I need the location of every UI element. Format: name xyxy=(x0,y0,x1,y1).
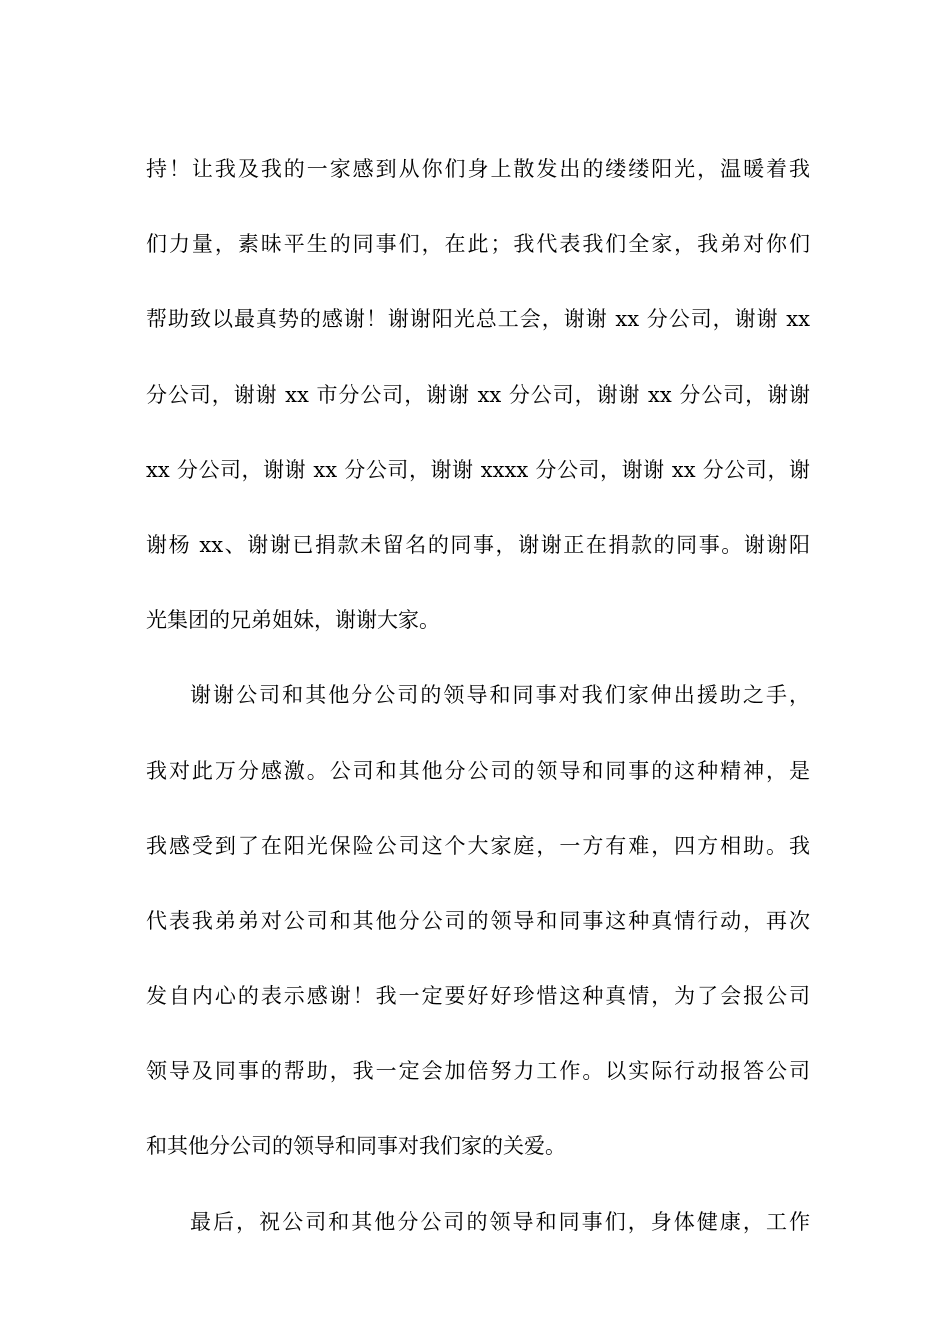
text-line: 我感受到了在阳光保险公司这个大家庭，一方有难，四方相助。我 xyxy=(146,833,810,858)
body-text xyxy=(146,132,810,1260)
text-line: 持！让我及我的一家感到从你们身上散发出的缕缕阳光，温暖着我 xyxy=(146,157,810,181)
text-line: 和其他分公司的领导和同事对我们家的关爱。 xyxy=(146,1134,566,1159)
text-line: 帮助致以最真势的感谢！谢谢阳光总工会，谢谢 xx 分公司，谢谢 xx xyxy=(146,307,810,332)
text-line: 分公司，谢谢 xx 市分公司，谢谢 xx 分公司，谢谢 xx 分公司，谢谢 xyxy=(146,382,810,407)
text-line: 们力量，素昧平生的同事们，在此；我代表我们全家，我弟对你们 xyxy=(146,232,810,257)
text-line: 谢杨 xx、谢谢已捐款未留名的同事，谢谢正在捐款的同事。谢谢阳 xyxy=(146,532,810,557)
text-line: 发自内心的表示感谢！我一定要好好珍惜这种真情，为了会报公司 xyxy=(146,984,810,1009)
text-line: 谢谢公司和其他分公司的领导和同事对我们家伸出援助之手， xyxy=(190,683,810,708)
text-line: 代表我弟弟对公司和其他分公司的领导和同事这种真情行动，再次 xyxy=(146,908,810,933)
text-line: xx 分公司，谢谢 xx 分公司，谢谢 xxxx 分公司，谢谢 xx 分公司，谢 xyxy=(146,457,810,482)
text-line: 最后，祝公司和其他分公司的领导和同事们，身体健康，工作 xyxy=(190,1209,810,1234)
text-line: 我对此万分感激。公司和其他分公司的领导和同事的这种精神，是 xyxy=(146,758,810,783)
text-line: 光集团的兄弟姐妹，谢谢大家。 xyxy=(146,608,440,633)
text-line: 领导及同事的帮助，我一定会加倍努力工作。以实际行动报答公司 xyxy=(146,1059,810,1084)
